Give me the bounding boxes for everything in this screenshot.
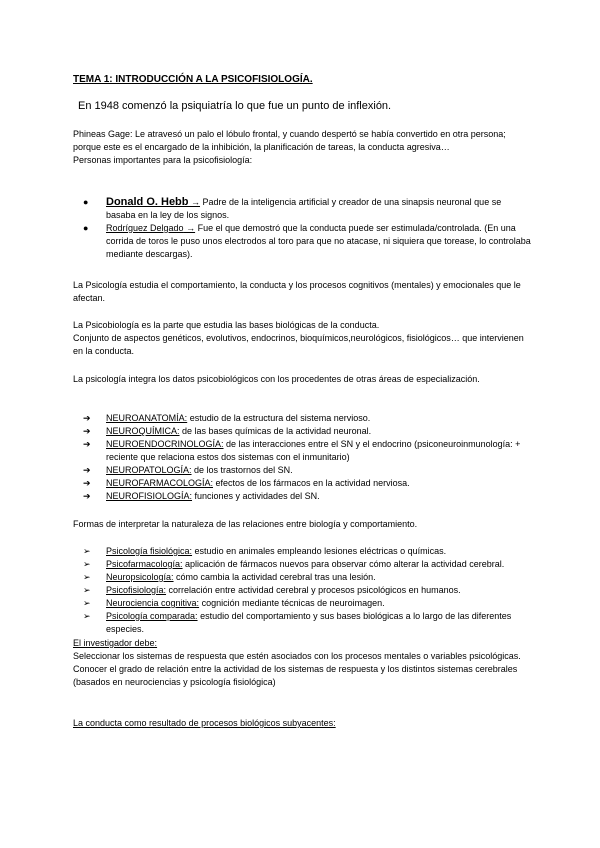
list-item (73, 477, 533, 490)
psicobiologia-paragraph (73, 319, 533, 358)
area-desc: de las bases químicas de la actividad neuronal. (179, 426, 372, 436)
psicologia-paragraph: La Psicología estudia el comportamiento, la conducta y los procesos cognitivos (mentales) y emocionales que le afectan. (73, 280, 521, 303)
forma-desc: cognición mediante técnicas de neuroimagen. (199, 598, 385, 608)
arrow-bullet-icon: ➔ (83, 413, 91, 423)
forma-desc: cómo cambia la actividad cerebral tras una lesión. (173, 572, 376, 582)
personas-heading: Personas importantes para la psicofisiología: (73, 155, 253, 165)
list-item (73, 222, 533, 261)
psicobiologia-text: La Psicobiología es la parte que estudia las bases biológicas de la conducta. (73, 320, 380, 330)
investigador-text-2: Conocer el grado de relación entre la actividad de los sistemas de respuesta y los distintos sistemas cerebrales (basados en neurociencias y psicología fisiológica) (73, 664, 518, 687)
area-term: NEUROANATOMÍA: (106, 413, 188, 423)
forma-term: Psicofarmacología: (106, 559, 183, 569)
area-term: NEUROENDOCRINOLOGÍA: (106, 439, 224, 449)
forma-term: Psicofisiología: (106, 585, 167, 595)
list-item (73, 490, 533, 503)
bullet-icon: ● (83, 223, 89, 233)
arrow-bullet-icon: ➔ (83, 465, 91, 475)
triangle-bullet-icon: ➢ (83, 598, 91, 608)
page-title: TEMA 1: INTRODUCCIÓN A LA PSICOFISIOLOGÍA. (73, 74, 313, 85)
forma-desc: correlación entre actividad cerebral y procesos psicológicos en humanos. (166, 585, 461, 595)
investigador-heading: El investigador debe: (73, 638, 158, 648)
area-term: NEUROPATOLOGÍA: (106, 465, 192, 475)
area-desc: de los trastornos del SN. (191, 465, 293, 475)
arrow-bullet-icon: ➔ (83, 439, 91, 449)
forma-term: Neurociencia cognitiva: (106, 598, 200, 608)
forma-desc: estudio en animales empleando lesiones eléctricas o químicas. (192, 546, 447, 556)
forma-term: Psicología comparada: (106, 611, 198, 621)
triangle-bullet-icon: ➢ (83, 546, 91, 556)
investigador-text-1: Seleccionar los sistemas de respuesta que estén asociados con los procesos mentales o variables psicológicas. (73, 651, 521, 661)
forma-term: Neuropsicología: (106, 572, 174, 582)
arrow-bullet-icon: ➔ (83, 491, 91, 501)
arrow-bullet-icon: ➔ (83, 426, 91, 436)
list-item (73, 558, 533, 571)
formas-list (73, 545, 533, 636)
arrow-icon: → (183, 223, 196, 233)
person-desc: Fue el que demostró que la conducta puede ser estimulada/controlada. (En una corrida de toros le puso unos electrodos al toro para que no atacase, ni siquiera que torease, lo controlaba mediante descargas). (106, 223, 531, 259)
list-item (73, 412, 533, 425)
list-item (73, 464, 533, 477)
areas-list (73, 412, 533, 503)
list-item (73, 571, 533, 584)
area-desc: de las interacciones entre el SN y el endocrino (psiconeuroinmunología: + reciente que relaciona estos dos sistemas con el inmunitario) (106, 439, 521, 462)
bullet-icon: ● (83, 197, 89, 207)
area-term: NEUROFISIOLOGÍA: (106, 491, 193, 501)
person-desc: Padre de la inteligencia artificial y creador de una sinapsis neuronal que se basaba en la ley de los signos. (106, 197, 502, 220)
list-item (73, 438, 533, 464)
triangle-bullet-icon: ➢ (83, 585, 91, 595)
person-name: Rodríguez Delgado (106, 223, 184, 233)
formas-heading: Formas de interpretar la naturaleza de las relaciones entre biología y comportamiento. (73, 519, 418, 529)
list-item (73, 425, 533, 438)
conjunto-text: Conjunto de aspectos genéticos, evolutivos, endocrinos, bioquímicos,neurológicos, fisiológicos… que intervienen en la conducta. (73, 333, 524, 356)
investigador-section (73, 637, 533, 689)
arrow-icon: → (188, 197, 201, 207)
area-term: NEUROFARMACOLOGÍA: (106, 478, 214, 488)
area-desc: efectos de los fármacos en la actividad nerviosa. (213, 478, 410, 488)
list-item (73, 545, 533, 558)
list-item (73, 610, 533, 636)
list-item (73, 196, 533, 222)
forma-desc: estudio del comportamiento y sus bases biológicas a lo largo de las diferentes especies. (106, 611, 512, 634)
forma-desc: aplicación de fármacos nuevos para observar cómo alterar la actividad cerebral. (182, 559, 505, 569)
phineas-paragraph (73, 128, 533, 167)
area-desc: funciones y actividades del SN. (192, 491, 320, 501)
triangle-bullet-icon: ➢ (83, 611, 91, 621)
list-item (73, 597, 533, 610)
forma-term: Psicología fisiológica: (106, 546, 193, 556)
triangle-bullet-icon: ➢ (83, 559, 91, 569)
list-item (73, 584, 533, 597)
person-name: Donald O. Hebb (106, 196, 189, 208)
people-list (73, 196, 533, 261)
area-term: NEUROQUÍMICA: (106, 426, 180, 436)
integra-paragraph: La psicología integra los datos psicobiológicos con los procedentes de otras áreas de especialización. (73, 374, 480, 384)
conducta-heading: La conducta como resultado de procesos biológicos subyacentes: (73, 718, 336, 728)
phineas-text: Phineas Gage: Le atravesó un palo el lóbulo frontal, y cuando despertó se había convertido en otra persona; porque este es el encargado de la inhibición, la planificación de tareas, la conducta agresiva… (73, 129, 506, 152)
area-desc: estudio de la estructura del sistema nervioso. (187, 413, 371, 423)
triangle-bullet-icon: ➢ (83, 572, 91, 582)
intro-text: En 1948 comenzó la psiquiatría lo que fue un punto de inflexión. (78, 100, 392, 112)
arrow-bullet-icon: ➔ (83, 478, 91, 488)
